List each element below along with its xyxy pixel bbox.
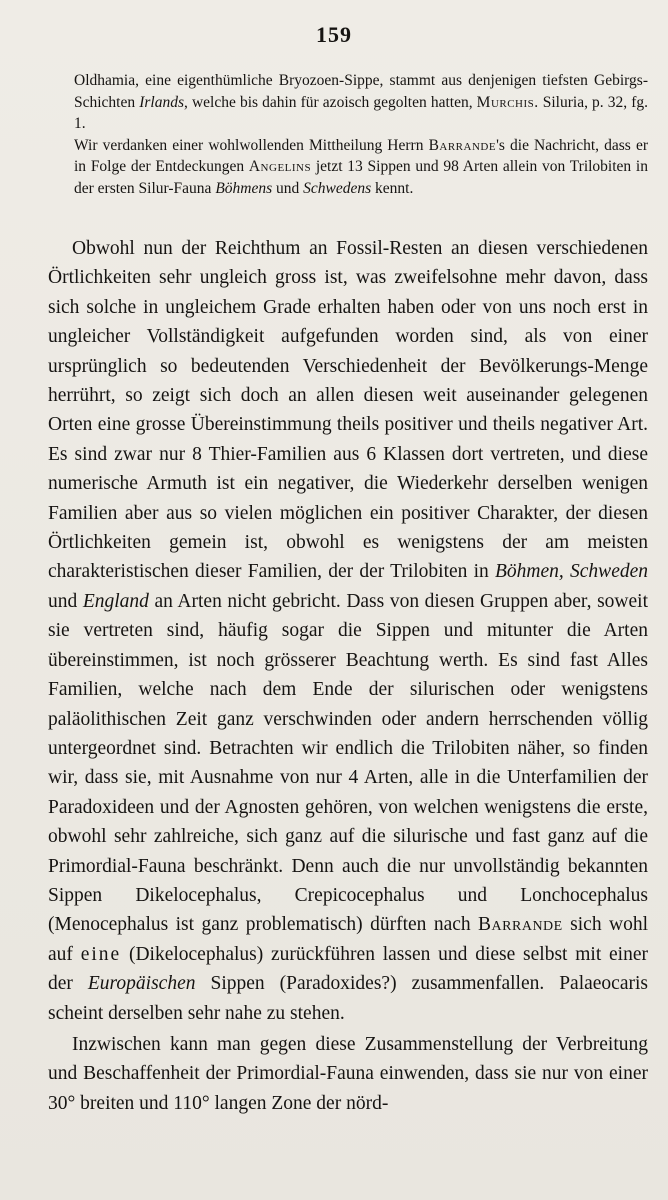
- emphasis-boehmens: Böhmens: [215, 179, 273, 197]
- footnote-text: 's die Nachricht, dass er in Folge der Entdeckungen: [74, 136, 648, 175]
- footnote-text: und: [272, 179, 304, 197]
- footnote-barrande: [74, 135, 648, 200]
- author-angelins: Angelins: [248, 158, 312, 175]
- paragraph-text: (Dikelocephalus) zurückführen lassen und diese selbst mit einer der: [48, 943, 648, 995]
- emphasis-eine: eine: [80, 943, 122, 965]
- emphasis-england: England: [82, 590, 149, 612]
- footnote-text: jetzt 13 Sippen und 98 Arten allein von Trilobiten in der ersten Silur-Fauna: [74, 158, 648, 197]
- paragraph-2: Inzwischen kann man gegen diese Zusammenstellung der Verbreitung und Beschaffenheit der Primordial-Fauna einwenden, dass sie nur von einer 30° breiten und 110° langen Zone der nörd-: [48, 1033, 648, 1114]
- paragraph-text: Sippen (Paradoxides?) zusammenfallen. Palaeocaris scheint derselben sehr nahe zu stehen.: [48, 973, 648, 1024]
- emphasis-schweden: Schweden: [570, 561, 649, 583]
- author-barrande: Barrande: [478, 914, 563, 936]
- page-number: 159: [316, 22, 352, 47]
- paragraph-text: und: [48, 590, 83, 612]
- emphasis-irlands: Irlands: [139, 93, 185, 111]
- author-murchis: Murchis.: [476, 93, 539, 111]
- main-text: [48, 234, 648, 1118]
- emphasis-schwedens: Schwedens: [303, 179, 372, 197]
- paragraph-text: Obwohl nun der Reichthum an Fossil-Resten an diesen verschiedenen Örtlichkeiten sehr ungleich gross ist, was zweifelsohne mehr davon, dass sich solche in ungleichem Grade erhalten haben oder von uns noch erst in ungleicher Vollständigkeit aufgefunden worden sind, als von einer ursprünglich so bedeutenden Verschiedenheit der Bevölkerungs-Menge herrührt, so zeigt sich doch an allen diesen weit auseinander gelegenen Orten eine grosse Übereinstimmung theils positiver und theils negativer Art. Es sind zwar nur 8 Thier-Familien aus 6 Klassen dort vertreten, und diese numerische Armuth ist ein negativer, die Wiederkehr derselben wenigen Familien aber aus so vielen möglichen ein positiver Charakter, der diesen Örtlichkeiten gemein ist, obwohl es wenigstens der am meisten charakteristischen dieser Familien, der der Trilobiten in: [48, 238, 648, 583]
- footnote-text: , welche bis dahin für azoisch gegolten hatten,: [184, 93, 477, 111]
- footnote-text: Wir verdanken einer wohlwollenden Mittheilung Herrn: [74, 136, 429, 154]
- footnote-text: Oldhamia, eine eigenthümliche Bryozoen-Sippe, stammt aus denjenigen tiefsten Gebirgs-Schichten: [74, 72, 648, 111]
- paragraph-text: sich wohl auf: [48, 914, 648, 965]
- author-barrande: Barrande: [428, 136, 497, 154]
- footnote-oldhamia: [74, 70, 648, 135]
- footnotes: [74, 70, 648, 199]
- paragraph-text: an Arten nicht gebricht. Dass von diesen Gruppen aber, soweit sie vertreten sind, häufig sogar die Sippen und mitunter die Arten übereinstimmen, ist noch grösserer Beachtung werth. Es sind fast Alles Familien, welche nach dem Ende der silurischen oder wenigstens paläolithischen Zeit ganz verschwinden oder andern herrschenden völlig untergeordnet sind. Betrachten wir endlich die Trilobiten näher, so finden wir, dass sie, mit Ausnahme von nur 4 Arten, alle in die Unterfamilien der Paradoxideen und der Agnosten gehören, von welchen wenigstens die erste, obwohl sehr zahlreiche, sich ganz auf die silurische und fast ganz auf die Primordial-Fauna beschränkt. Denn auch die nur unvollständig bekannten Sippen Dikelocephalus, Crepicocephalus und Lonchocephalus (Menocephalus ist ganz problematisch) dürften nach: [48, 590, 649, 936]
- paragraph-1: [48, 234, 648, 1028]
- emphasis-boehmen: Böhmen,: [495, 561, 564, 583]
- footnote-text: Siluria, p. 32, fg. 1.: [74, 93, 648, 132]
- emphasis-europaeischen: Europäischen: [87, 973, 196, 995]
- footnote-text: kennt.: [371, 179, 414, 197]
